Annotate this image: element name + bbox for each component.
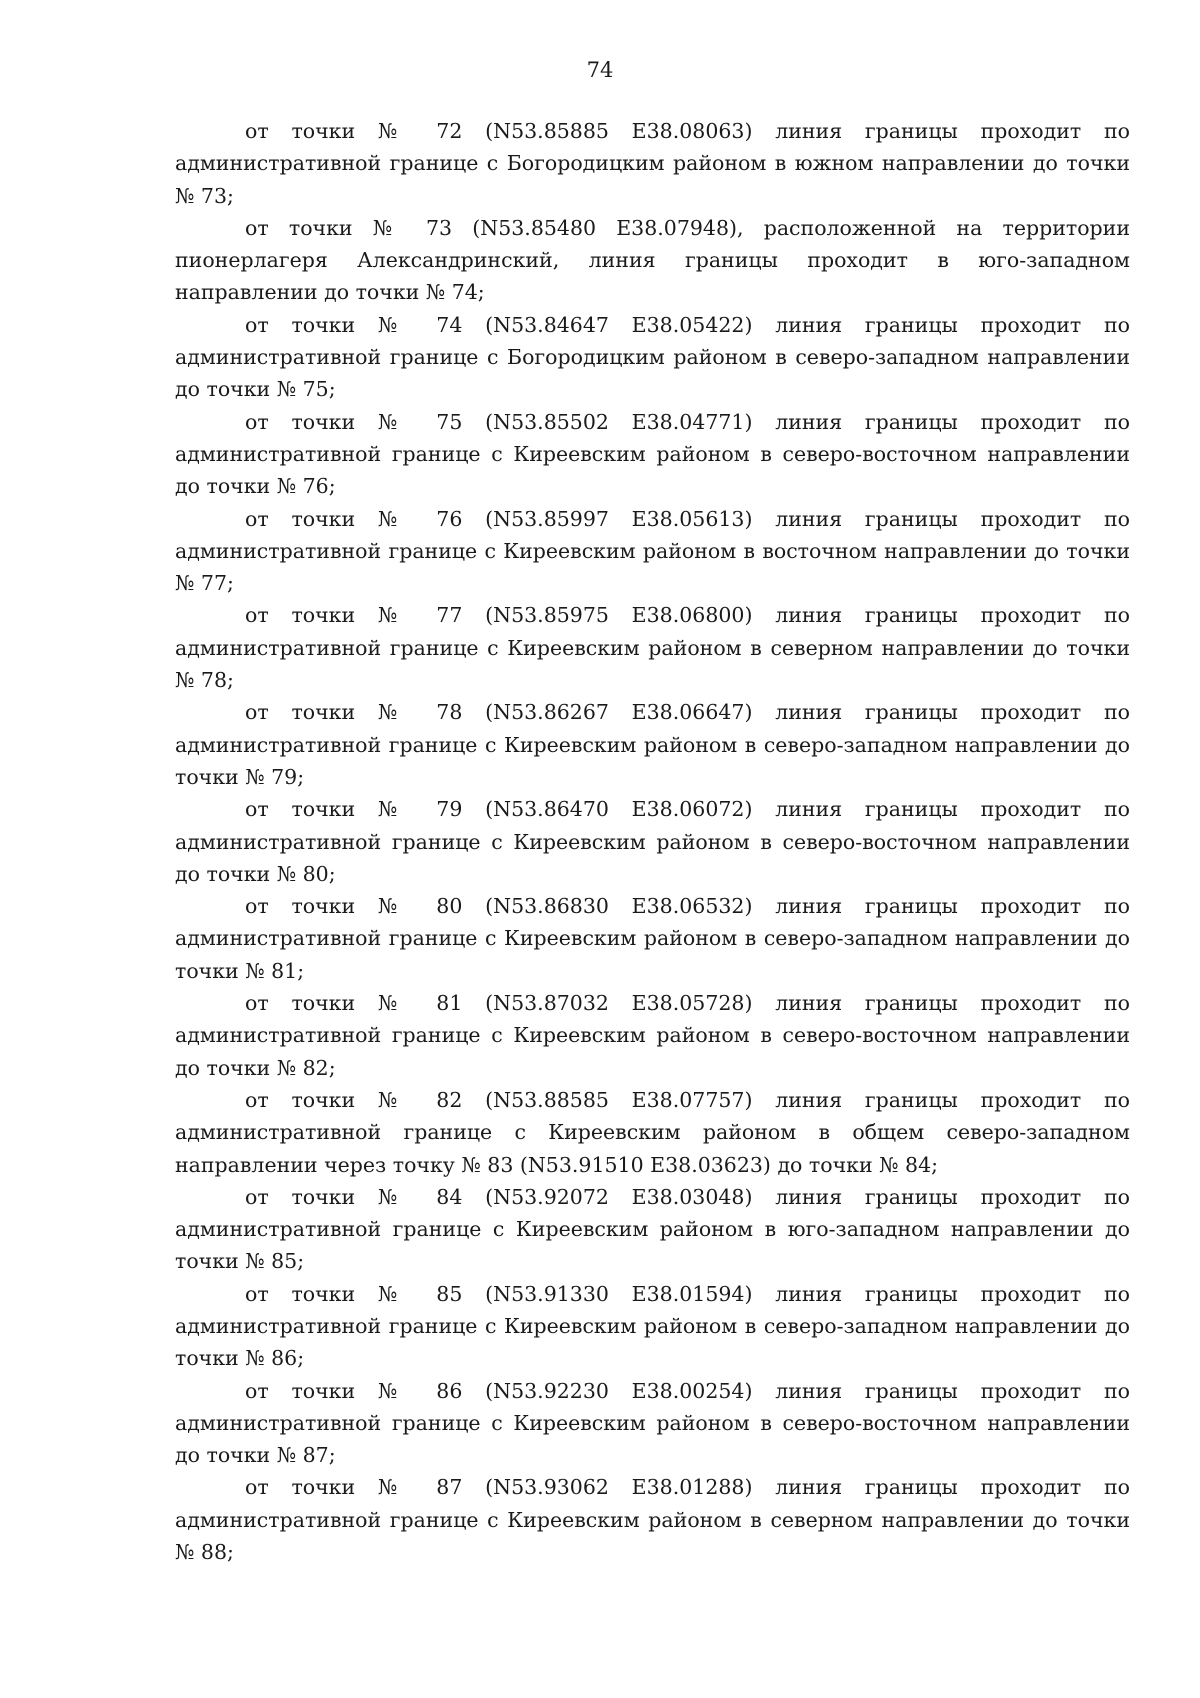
boundary-paragraph: от точки № 84 (N53.92072 E38.03048) линия границы проходит по административной границе с Киреевским районом в юго-западном направлении до точки № 85;: [175, 1184, 1130, 1274]
boundary-paragraph: от точки № 76 (N53.85997 E38.05613) линия границы проходит по административной границе с Киреевским районом в восточном направлении до точки № 77;: [175, 506, 1130, 596]
boundary-paragraph: от точки № 80 (N53.86830 E38.06532) линия границы проходит по административной границе с Киреевским районом в северо-западном направлении до точки № 81;: [175, 894, 1130, 983]
boundary-paragraph: от точки № 85 (N53.91330 E38.01594) линия границы проходит по административной границе с Киреевским районом в северо-западном направлении до точки № 86;: [175, 1281, 1130, 1371]
boundary-paragraph: от точки № 87 (N53.93062 E38.01288) линия границы проходит по административной границе с Киреевским районом в северном направлении до точки № 88;: [175, 1475, 1130, 1565]
boundary-paragraph: от точки № 74 (N53.84647 E38.05422) линия границы проходит по административной границе с Богородицким районом в северо-западном направлении до точки № 75;: [175, 312, 1130, 402]
boundary-paragraph: от точки № 73 (N53.85480 E38.07948), расположенной на территории пионерлагеря Александринский, линия границы проходит в юго-западном направлении до точки № 74;: [175, 215, 1130, 305]
boundary-paragraph: от точки № 75 (N53.85502 E38.04771) линия границы проходит по административной границе с Киреевским районом в северо-восточном направлении до точки № 76;: [175, 409, 1130, 499]
boundary-paragraph: от точки № 72 (N53.85885 E38.08063) линия границы проходит по административной границе с Богородицким районом в южном направлении до точки № 73;: [175, 119, 1130, 208]
boundary-paragraph: от точки № 82 (N53.88585 E38.07757) линия границы проходит по административной границе с Киреевским районом в общем северо-западном направлении через точку № 83 (N53.91510 E38.03623) до точки № 84;: [175, 1087, 1130, 1177]
boundary-paragraph: от точки № 77 (N53.85975 E38.06800) линия границы проходит по административной границе с Киреевским районом в северном направлении до точки № 78;: [175, 603, 1130, 693]
boundary-paragraph: от точки № 81 (N53.87032 E38.05728) линия границы проходит по административной границе с Киреевским районом в северо-восточном направлении до точки № 82;: [175, 991, 1130, 1080]
boundary-paragraph: от точки № 86 (N53.92230 E38.00254) линия границы проходит по административной границе с Киреевским районом в северо-восточном направлении до точки № 87;: [175, 1378, 1130, 1468]
boundary-paragraph: от точки № 78 (N53.86267 E38.06647) линия границы проходит по административной границе с Киреевским районом в северо-западном направлении до точки № 79;: [175, 700, 1130, 789]
boundary-paragraph: от точки № 79 (N53.86470 E38.06072) линия границы проходит по административной границе с Киреевским районом в северо-восточном направлении до точки № 80;: [175, 797, 1130, 886]
document-body: [175, 115, 1130, 1568]
page-number: 74: [586, 58, 614, 82]
